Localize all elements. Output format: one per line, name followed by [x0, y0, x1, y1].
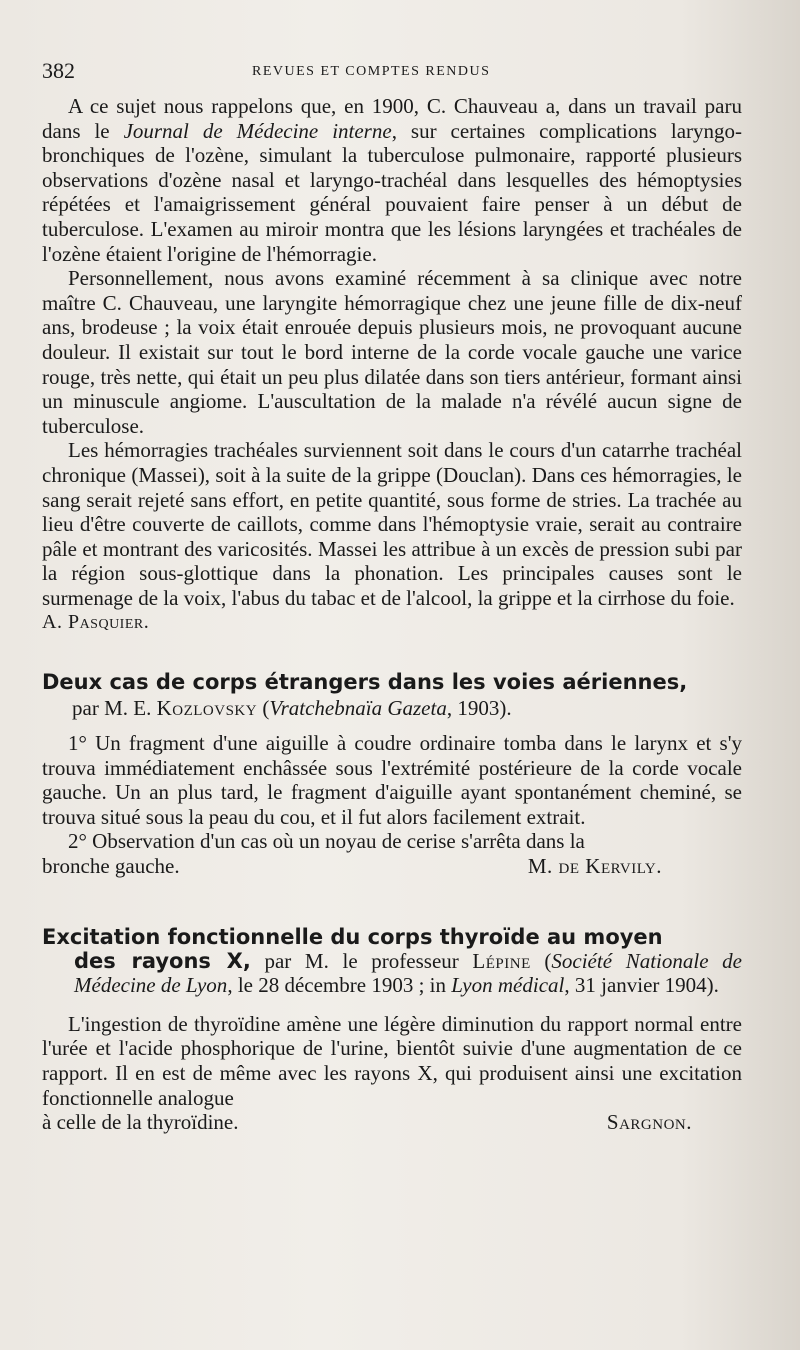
document-page [42, 58, 742, 1135]
article3-paragraph-1: L'ingestion de thyroïdine amène une légère diminution du rapport normal entre l'urée et l'acide phosphorique de l'urine, bientôt suivie d'une augmentation de ce rapport. Il en est de même avec les rayons X, qui produisent ainsi une excitation fonctionnelle analogue [42, 1011, 742, 1110]
journal-title: Journal de Médecine interne [123, 118, 392, 143]
running-title: REVUES ET COMPTES RENDUS [252, 64, 491, 79]
article2-signature: M. de Kervily. [527, 854, 662, 879]
byline-suffix: , 1903). [446, 696, 512, 721]
article2-paragraph-2: 2° Observation d'un cas où un noyau de cerise s'arrêta dans la [68, 829, 585, 854]
article3-closing-line [42, 1110, 742, 1135]
byline-source: Vratchebnaïa Gazeta [269, 696, 447, 721]
article1-p1-text: A ce sujet nous rappelons que, en 1900, C. Chauveau a, dans un travail paru dans le [42, 94, 742, 143]
byline-suffix: , 31 janvier 1904). [564, 973, 719, 998]
article3-byline [74, 949, 742, 998]
article3-paragraph-1-end: à celle de la thyroïdine. [42, 1110, 239, 1135]
article3-title-continued: des rayons X, [74, 948, 251, 973]
byline-prefix: par M. E. [72, 696, 157, 721]
article2-byline [72, 696, 742, 721]
article2-paragraph-1: 1° Un fragment d'une aiguille à coudre ordinaire tomba dans le larynx et s'y trouva immédiatement enchâssée sous l'extrémité postérieure de la corde vocale gauche. Un an plus tard, le fragment d'aiguille ayant spontanément cheminé, se trouva situé sous la peau du cou, et il fut alors facilement extrait. [42, 731, 742, 829]
article1-paragraph-1 [42, 94, 742, 266]
article2-closing-line [42, 854, 742, 879]
article2-title: Deux cas de corps étrangers dans les voies aériennes, [42, 670, 688, 695]
article1-paragraph-3: Les hémorragies trachéales surviennent soit dans le cours d'un catarrhe trachéal chronique (Massei), soit à la suite de la grippe (Douclan). Dans ces hémorragies, le sang serait rejeté sans effort, en petite quantité, sous forme de stries. La trachée au lieu d'être couverte de caillots, comme dans l'hémoptysie vraie, serait au contraire pâle et montrant des varicosités. Massei les attribue à un excès de pression subi par la région sous-glottique dans la phonation. Les principales causes sont le surmenage de la voix, l'abus du tabac et de l'alcool, la grippe et la cirrhose du foie. [42, 438, 742, 610]
byline-middle: , le 28 décembre 1903 ; in [227, 973, 452, 998]
byline-source-journal: Lyon médical [451, 973, 565, 998]
byline-author: Kozlovsky [156, 696, 258, 721]
article3-title: Excitation fonctionnelle du corps thyroïde au moyen [42, 924, 663, 949]
article2-paragraph-2-end: bronche gauche. [42, 854, 180, 879]
byline-paren: ( [257, 696, 270, 721]
page-number: 382 [42, 58, 75, 83]
byline-source-society: Société Nationale de Médecine de Lyon [74, 948, 742, 998]
byline-author: Lépine [472, 948, 531, 973]
byline-paren: ( [530, 948, 552, 973]
byline-prefix: par M. le professeur [250, 948, 473, 973]
article1-paragraph-2: Personnellement, nous avons examiné récemment à sa clinique avec notre maître C. Chauveau, une laryngite hémorragique chez une jeune fille de dix-neuf ans, brodeuse ; la voix était enrouée depuis plusieurs mois, ne provoquant aucune douleur. Il existait sur tout le bord interne de la corde vocale gauche une varice rouge, très nette, qui était un peu plus dilatée dans son tiers antérieur, formant ainsi un minuscule angiome. L'auscultation de la malade n'a révélé aucun signe de tuberculose. [42, 266, 742, 438]
article1-p1-rest: , sur certaines complications laryngo-bronchiques de l'ozène, simulant la tuberculose pulmonaire, rapporté plusieurs observations d'ozène nasal et laryngo-trachéal dans lesquelles des hémoptysies répétées et l'amaigrissement général pouvaient faire penser à un début de tuberculose. L'examen au miroir montra que les lésions laryngées et trachéales de l'ozène étaient l'origine de l'hémorragie. [42, 118, 742, 266]
article3-signature: Sargnon. [606, 1110, 692, 1135]
article1-signature: A. Pasquier. [42, 611, 150, 634]
running-head [42, 58, 742, 94]
